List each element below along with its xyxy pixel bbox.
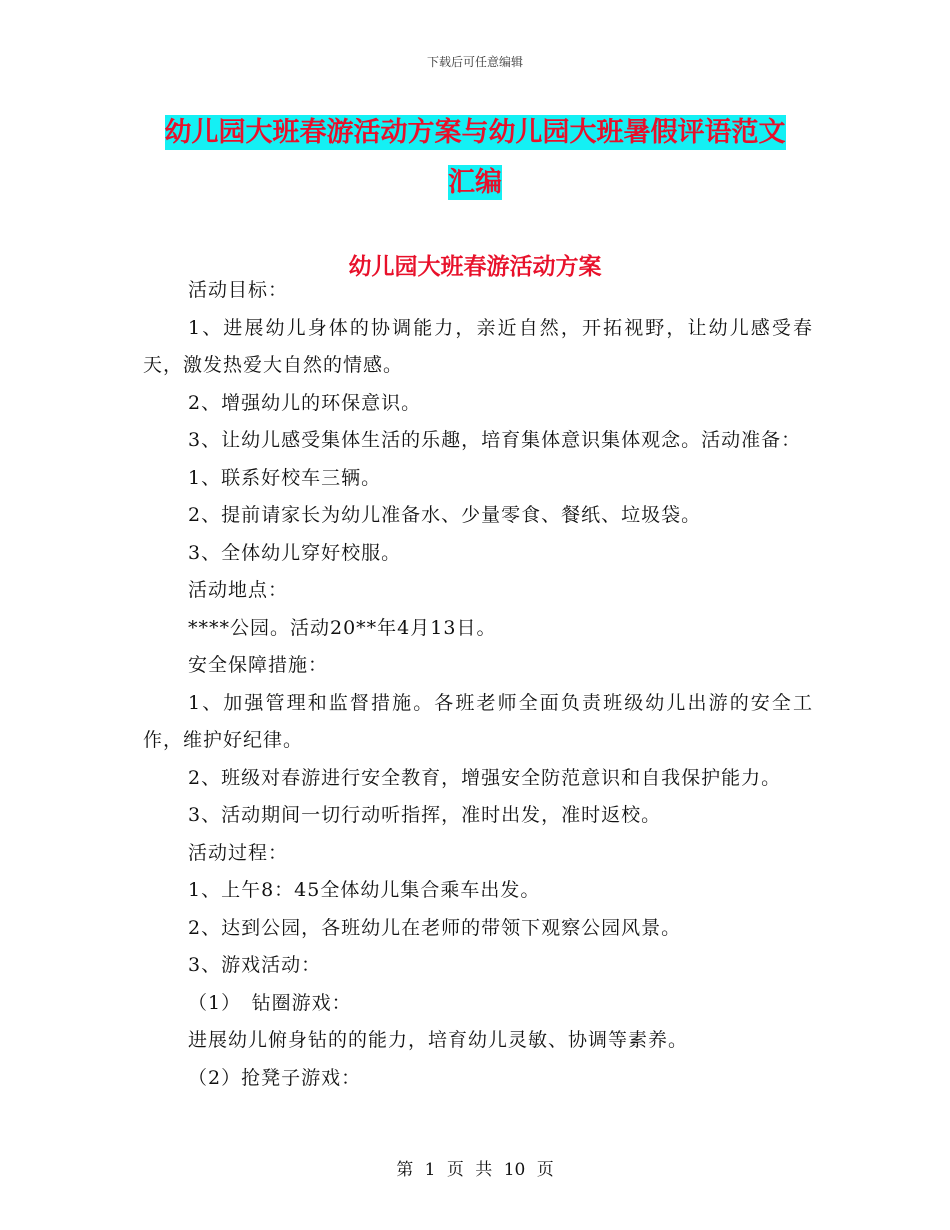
paragraph: 3、活动期间一切行动听指挥，准时出发，准时返校。 — [188, 804, 662, 826]
page-footer: 第 1 页 共 10 页 — [396, 1160, 554, 1180]
paragraph: 活动地点： — [188, 579, 289, 601]
paragraph: 3、游戏活动： — [188, 954, 322, 976]
paragraph: 1、联系好校车三辆。 — [188, 466, 382, 489]
paragraph: 活动目标： — [188, 279, 289, 301]
paragraph: 2、班级对春游进行安全教育，增强安全防范意识和自我保护能力。 — [188, 766, 782, 789]
paragraph: 1、加强管理和监督措施。各班老师全面负责班级幼儿出游的安全工作，维护好纪律。 — [143, 691, 813, 751]
paragraph: 3、全体幼儿穿好校服。 — [188, 541, 402, 564]
paragraph: 2、提前请家长为幼儿准备水、少量零食、餐纸、垃圾袋。 — [188, 504, 702, 526]
document-body — [143, 272, 813, 1097]
paragraph: （1） 钻圈游戏： — [188, 991, 352, 1014]
paragraph: （2）抢凳子游戏： — [188, 1066, 362, 1089]
paragraph: 2、增强幼儿的环保意识。 — [188, 391, 422, 414]
header-note: 下载后可任意编辑 — [426, 55, 523, 69]
paragraph: 2、达到公园，各班幼儿在老师的带领下观察公园风景。 — [188, 916, 682, 939]
paragraph: 安全保障措施： — [188, 654, 329, 676]
paragraph: 1、上午8：45全体幼儿集合乘车出发。 — [188, 879, 541, 901]
paragraph: 进展幼儿俯身钻的的能力，培育幼儿灵敏、协调等素养。 — [188, 1029, 689, 1051]
document-title — [0, 108, 950, 208]
paragraph: 1、进展幼儿身体的协调能力，亲近自然，开拓视野，让幼儿感受春天，激发热爱大自然的情感。 — [143, 316, 813, 376]
document-title-line-2: 汇编 — [448, 167, 502, 198]
section-title: 幼儿园大班春游活动方案 — [348, 254, 602, 280]
document-title-line-1: 幼儿园大班春游活动方案与幼儿园大班暑假评语范文 — [164, 117, 786, 148]
paragraph: 3、让幼儿感受集体生活的乐趣，培育集体意识集体观念。活动准备： — [188, 429, 802, 451]
paragraph: ****公园。活动20**年4月13日。 — [188, 616, 497, 639]
paragraph: 活动过程： — [188, 841, 289, 864]
